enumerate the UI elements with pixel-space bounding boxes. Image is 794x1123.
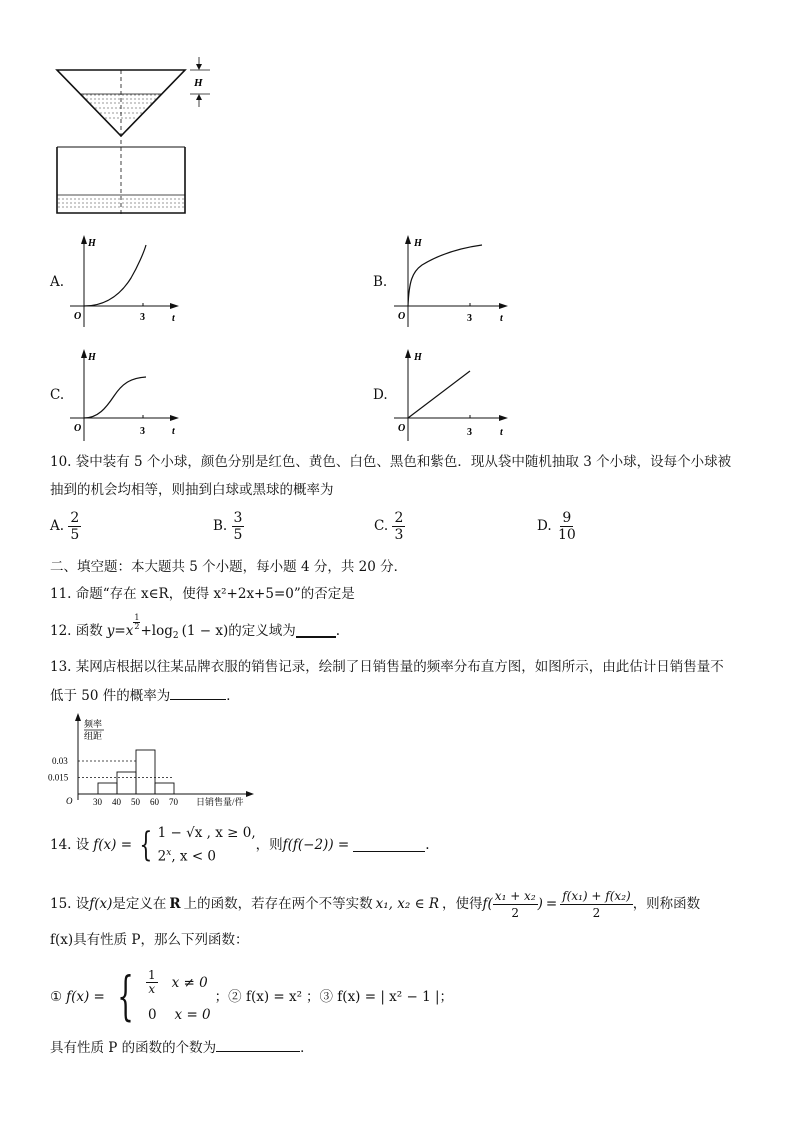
- svg-text:H: H: [414, 238, 422, 249]
- q14: 14. 设 f(x) = { 1 − √x , x ≥ 0, 2$^x$, x < 0 ，则 f(f(−2)) = .: [50, 825, 430, 865]
- funnel-figure: [50, 55, 220, 220]
- histogram-x-tick-60: 60: [150, 797, 159, 807]
- q12: 12. 函数 y = x 1 2 +log 2 (1 − x) 的定义域为 .: [50, 612, 341, 641]
- graph-c: [66, 346, 186, 446]
- q13-line2: 低于 50 件的概率为 ．: [50, 688, 240, 704]
- histogram-x-tick-30: 30: [93, 797, 102, 807]
- svg-text:O: O: [398, 311, 406, 322]
- svg-text:H: H: [88, 238, 96, 249]
- q14-answer-blank: [353, 839, 425, 852]
- svg-text:3: 3: [140, 426, 145, 437]
- svg-text:t: t: [172, 313, 175, 324]
- q15-items: ① f(x) = { $\frac{1}{x}$ x ≠ 0 0 x = 0 ；② f(x) = x² ；③ f(x) = | x² − 1 |；: [50, 967, 454, 1027]
- q11-text: 11. 命题“存在 x∈R，使得 x²+2x+5=0”的否定是: [50, 586, 355, 602]
- graph-b: [390, 232, 515, 332]
- graph-c-curve: [84, 377, 146, 418]
- graph-d-line: [408, 371, 470, 418]
- svg-text:H: H: [414, 352, 422, 363]
- funnel-h-label: H: [194, 77, 203, 89]
- q13-answer-blank: [170, 687, 226, 700]
- svg-text:3: 3: [467, 427, 472, 438]
- q15-line2: f(x)具有性质 P，那么下列函数：: [50, 932, 249, 948]
- histogram-x-tick-70: 70: [169, 797, 178, 807]
- section2-heading: 二、填空题：本大题共 5 个小题，每小题 4 分，共 20 分．: [50, 559, 408, 575]
- q10-option-b: B. $\frac{3}{5}$: [213, 510, 243, 543]
- histogram-y-label-top: 频率: [84, 719, 103, 729]
- q10-option-d: D. $\frac{9}{10}$: [537, 510, 576, 543]
- histogram-y-tick-0.015: 0.015: [48, 772, 69, 783]
- graph-a-curve: [84, 245, 146, 306]
- histogram-bar-30-40: [98, 783, 117, 794]
- svg-text:t: t: [500, 313, 503, 324]
- graph-b-curve: [408, 245, 482, 306]
- q13-line1: 13. 某网店根据以往某品牌衣服的销售记录，绘制了日销售量的频率分布直方图，如图所示，由此估计日销售量不: [50, 659, 724, 675]
- q10-line1: 10. 袋中装有 5 个小球，颜色分别是红色、黄色、白色、黑色和紫色．现从袋中随机抽取 3 个小球，设每个小球被: [50, 454, 732, 470]
- q12-answer-blank: [296, 624, 336, 638]
- graph-a: [66, 232, 186, 332]
- histogram-x-label: 日销售量/件: [196, 797, 244, 807]
- histogram-y-label-bottom: 组距: [84, 731, 103, 741]
- svg-text:t: t: [500, 427, 503, 438]
- svg-text:3: 3: [140, 312, 145, 323]
- histogram: [48, 710, 268, 810]
- q15-line1: 15. 设 f(x) 是定义在 R 上的函数，若存在两个不等实数 x₁, x₂ ∈ R ，使得 f( $\frac{\text{x₁ + x₂}}{2}$ ) = $\frac{\text{f(x₁) + f(x₂)}}{2}$ ，则称函数: [50, 888, 701, 920]
- histogram-bar-60-70: [155, 783, 174, 794]
- q10-option-c: C. $\frac{2}{3}$: [374, 510, 404, 543]
- option-c-label: C.: [50, 387, 65, 403]
- histogram-bar-50-60: [136, 750, 155, 794]
- svg-text:H: H: [88, 352, 96, 363]
- histogram-origin: O: [66, 796, 73, 806]
- graph-d: [390, 346, 515, 446]
- q10-line2: 抽到的机会均相等，则抽到白球或黑球的概率为: [50, 482, 334, 498]
- histogram-x-tick-40: 40: [112, 797, 121, 807]
- svg-text:t: t: [172, 426, 175, 437]
- q15-line4: 具有性质 P 的函数的个数为 ．: [50, 1040, 314, 1056]
- q10-option-a: A. $\frac{2}{5}$: [50, 510, 80, 543]
- q15-answer-blank: [216, 1039, 300, 1052]
- histogram-x-tick-50: 50: [131, 797, 140, 807]
- option-d-label: D.: [373, 387, 388, 403]
- option-b-label: B.: [373, 274, 388, 290]
- svg-text:O: O: [74, 311, 82, 322]
- svg-text:O: O: [74, 423, 82, 434]
- svg-text:3: 3: [467, 313, 472, 324]
- histogram-bar-40-50: [117, 772, 136, 794]
- histogram-y-tick-0.03: 0.03: [52, 756, 68, 766]
- option-a-label: A.: [50, 274, 65, 290]
- svg-text:O: O: [398, 423, 406, 434]
